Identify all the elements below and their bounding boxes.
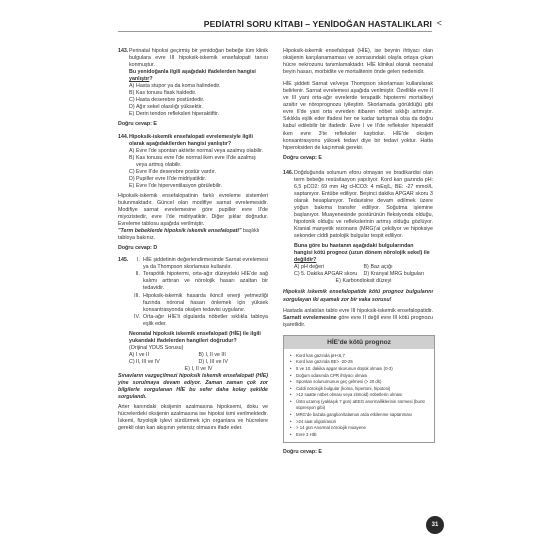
prognosis-item-text: 5 ve 10. dakika apgar skorunun düşük olması (0-3) (296, 365, 393, 371)
question-143 (118, 48, 268, 69)
question-stem: Doğduğunda solunum eforu olmayan ve bradikardisi olan term bebeğe resüsitasyon yapılıyor. Kord kan gazında pH: 6,5 pCO2: 69 mm Hg cHCO3: 4 mEq/L, BE: -27 mmol/L saptanıyor. Entübe ediliyor. Beşinci dakika APGAR skoru 3 olarak hesaplanıyor. Tedavisine devam edilmek üzere yoğun bakıma transfer ediliyor. Soğutma işlemine başlanıyor. Muayenesinde postürünün fleksiyonda olduğu, hipotonik olduğu ve reflekslerinin artmış olduğu gözlüyor. Kranial manyetik rezonans (MRG)'ai çekiliyor ve hipoksiye sekonder ciddi patolojik bulgular tespit ediliyor. (294, 169, 433, 240)
explanation-intro: Hipoksik-iskemik ensefalopati (HİE), ise beynin ihtiyacı olan oksijenin karşılanamaması ve sonrasındaki olayla ortaya çıkan hücre nekrozunu tanımlamaktadır. HİE klinikal olarak neonatal beyin hasarı, morbidite ve mortalitenin önde gelen nedenidir. (283, 48, 433, 76)
answer-145: Doğru cevap: E (283, 154, 322, 161)
prognosis-item-text: >24 saat oligüri/anüri (296, 418, 337, 424)
table-reference (118, 228, 268, 242)
statement-text: HİE şiddetinin değerlendirmesinde Sarnat evrelemesi ya da Thompson skorlaması kullanılır. (143, 257, 268, 271)
option-letter: C) (294, 271, 300, 278)
option-text: Karbondioksit düzeyi (342, 278, 392, 285)
option-letter: D) (363, 271, 370, 278)
prognosis-item (290, 353, 428, 360)
option-a[interactable] (129, 352, 199, 359)
option-text: I ve II (136, 351, 149, 358)
bullet-icon: • (290, 398, 292, 404)
statement-item (129, 314, 268, 328)
question-number: 145. (118, 257, 129, 264)
prognosis-item (290, 399, 428, 412)
option-d[interactable] (364, 271, 434, 278)
question-source: (Orijinal YDUS Sorusu) (129, 344, 184, 351)
prognosis-item (290, 432, 428, 439)
options-146 (283, 264, 433, 285)
option-b[interactable] (199, 352, 269, 359)
bullet-icon: • (290, 425, 292, 431)
option-b[interactable] (364, 264, 434, 271)
prompt-end: ? (149, 76, 153, 83)
prognosis-item-text: Evre 3 HİE (296, 431, 317, 437)
option-text: Kranyal MRG bulguları (370, 271, 425, 278)
prognosis-item-text: > 14 gün Anormal nörolojik muayene (296, 425, 366, 431)
option-letter: E) (129, 111, 135, 118)
option-letter: B) (129, 154, 135, 161)
option-text: Kas tonusu flask haldedir. (136, 90, 197, 97)
prognosis-item-text: MRG'de bazala ganglion/talamus arda etkilenme saptanması (296, 412, 412, 418)
option-text: 5. Dakika APGAR skoru (301, 271, 358, 278)
question-145 (118, 257, 268, 327)
options-144 (118, 148, 268, 190)
options-143 (118, 83, 268, 118)
explanation-text-end: göre evre II değil evre III kötü prognozu işaretlidir. (283, 314, 433, 328)
prognosis-item (290, 366, 428, 373)
prognosis-item (290, 425, 428, 432)
bullet-icon: • (290, 372, 292, 378)
option-a[interactable] (129, 148, 268, 155)
explanation-emphasis: Sarnatt evrelemesine (283, 314, 337, 321)
option-text: II, III ve IV (136, 358, 160, 365)
option-c[interactable] (294, 271, 364, 278)
prognosis-list (284, 349, 434, 443)
option-c[interactable] (129, 359, 199, 366)
question-prompt (283, 243, 433, 264)
question-stem: Hipoksik-iskemik ensefalopati evrelemesiyle ilgili olarak aşağıdakilerden hangisi yanlıştır? (129, 133, 253, 147)
prognosis-item (290, 419, 428, 426)
option-text: Pupiller evre II'de midriyatiktir. (136, 175, 207, 182)
option-text: Evre I'de hiperventilasyon görülebilir. (136, 182, 223, 189)
question-number: 146. (283, 169, 294, 176)
option-letter: C) (129, 358, 135, 365)
option-text: pH değeri (301, 264, 324, 271)
prognosis-item-text: Kord kan gazında BE> -20-25 (296, 359, 353, 365)
option-text: I, II ve IV (191, 365, 213, 372)
option-d[interactable] (129, 104, 268, 111)
bullet-icon: • (290, 365, 292, 371)
question-prompt: Neonatal hipoksik iskemik ensefalopati (HİE) ile ilgili yukarıdaki ifadelerden hangileri doğrudur? (129, 330, 261, 344)
statement-item (129, 257, 268, 271)
prompt-text: Buna göre bu hastanın aşağıdaki bulgularından hangisi kötü prognoz (uzun dönem nörolojik sekel) ile (294, 243, 430, 257)
prompt-emphasis: yanlıştır (129, 76, 150, 83)
option-letter: E) (129, 182, 135, 189)
roman-numeral: IV. (134, 313, 140, 320)
question-stem: Perinatal hipoksi geçirmiş bir yenidoğan bebeğe tüm klinik bulgulara evre III hipoksik-iskemik ensefalopati tanısı konmuştur. (129, 48, 268, 69)
answer-143: Doğru cevap: E (118, 121, 157, 128)
option-e[interactable] (129, 183, 268, 190)
options-145 (129, 352, 268, 366)
question-number: 143. (118, 48, 129, 54)
exam-note: Sınavların vazgeçilmezi hipoksik iskemik ensefalopati (HİE) yine sorulmaya devam ediyor. Zaman zaman çok zor bilgilerle sorgulanan HİE bu sefer daha kolay şekilde sorgulandı. (118, 373, 268, 401)
prognosis-item (290, 379, 428, 386)
statement-text: Terapötik hipotermi, orta-ağır düzeydeki HİE'de sağ kalımı arttıran ve nörolojik hasarı azaltan bir tedavidir. (143, 271, 268, 292)
bullet-icon: • (290, 359, 292, 365)
prognosis-item-text: Doğum odasında CPR ihtiyacı olması (296, 372, 368, 378)
right-column (283, 48, 433, 457)
option-letter: A) (294, 264, 300, 271)
option-letter: E) (335, 278, 341, 285)
option-letter: B) (198, 351, 204, 358)
option-letter: C) (129, 168, 135, 175)
option-letter: B) (129, 90, 135, 97)
answer-146: Doğru cevap: E (283, 449, 322, 456)
option-text: Ağır sekel olasılığı yüksektir. (136, 104, 203, 111)
option-text: Evre II'de deserebre postür vardır. (136, 168, 216, 175)
option-b[interactable] (129, 90, 268, 97)
option-text: Hasta stupor ya da koma halindedir. (136, 83, 221, 90)
option-letter: A) (129, 147, 135, 154)
explanation-144: Hipoksik-iskemik ensefalopatinin farklı evreleme sistemleri bulunmaktadır. Güncel olan modifiye sarnat evrelemesidir. Modifiye sarnat evrelemesine göre pupiller evre II'de miyozistedir, evre I'de midriyatiktir. Diğer şıklar doğrudur. Evreleme tablosu aşağıda verilmiştir. (118, 192, 268, 228)
option-text: Evre I'de spontan aktivite normal veya azalmış olabilir. (136, 147, 264, 154)
roman-numeral: II. (135, 271, 140, 278)
question-prompt (118, 69, 268, 83)
option-letter: C) (129, 97, 135, 104)
prognosis-item (290, 392, 428, 399)
option-letter: B) (363, 264, 369, 271)
answer-144: Doğru cevap: D (118, 245, 158, 252)
roman-numeral: I. (137, 257, 140, 264)
prompt-text: Bu yenidoğanla ilgili aşağıdaki ifadelerden hangisi (129, 69, 256, 76)
explanation-145: Arter kanındaki oksijenin azalmasına hipoksemi, doku ve hücrelerdeki oksijenin azalmasına ise hipoksi ismi verilmektedir. İskemi, fizyolojik işlevi sürdürmek için organlara ve hücrelere gerekli olan kan akışının yetersiz olmasını ifade eder. (118, 404, 268, 432)
option-text: Kas tonusu evre I'de normal iken evre II'de azalmış veya artmış olabilir. (136, 154, 256, 168)
option-letter: D) (129, 104, 135, 111)
question-number: 144. (118, 133, 129, 140)
prognosis-item (290, 412, 428, 419)
prognosis-item-text: Kord kan gazında pH<6,7 (296, 352, 345, 358)
option-letter: E) (184, 365, 190, 372)
explanation-sarnat: HİE şiddeti Sarnat ve/veya Thompson skorlaması kullanılarak belirlenir. Sarnat evrelemesi aşağıda verilmiştir. Özellikle evre II ve III yani orta-ağır evrelerde terapatik hipotermi mortaliteyi azaltır ve nöroprognozu iyileştirir. Skorlamada görüldüğü gibi evre II'de yani orta evreden itibaren nöbet sıklığı artmıştır. Sıklıkla eşlik eder ifadesi her ne kadar tartışmalı olsa da doğru kabul edilebilir bir ifadedir. Evre I ve II'de refleksler hiperaktif iken evre 3'te refleksler kaybolur. HİE'de oksijen konsantrasyonu yüksek tedavi diye bir tedavi yoktur. Hatta hiperoksiden de kaçınmak gerekir. (283, 81, 433, 151)
option-letter: A) (129, 351, 135, 358)
option-a[interactable] (129, 83, 268, 90)
explanation-text: Hastada anlatılan tablo evre III hipoksik-iskemik ensefalopatidir. (283, 307, 433, 314)
chevron-left-icon: < (436, 18, 442, 28)
bullet-icon: • (290, 418, 292, 424)
bullet-icon: • (290, 392, 292, 398)
option-letter: D) (198, 358, 205, 365)
option-text: I, II ve III (205, 351, 226, 358)
bullet-icon: • (290, 379, 292, 385)
option-d[interactable] (199, 359, 269, 366)
option-text: Hasta deserebre postürdedir. (136, 97, 205, 104)
question-144 (118, 134, 268, 148)
bullet-icon: • (290, 412, 292, 418)
option-c[interactable] (129, 169, 268, 176)
option-e[interactable] (129, 111, 268, 118)
prognosis-item (290, 373, 428, 380)
prognosis-item-text: Üstü uzamış (yaklaşık 7 gün) aEEG anormalliklerinin sürmesi (burst süpresyon gibi) (296, 398, 425, 411)
table-reference-text: başlıklı tabloya bakınız. (118, 228, 260, 242)
option-a[interactable] (294, 264, 364, 271)
option-letter: D) (129, 175, 135, 182)
option-text: I, III ve IV (205, 358, 228, 365)
option-text: Derin tendon refleksleri hiperaktiftir. (136, 111, 220, 118)
bullet-icon: • (290, 352, 292, 358)
roman-numeral: III. (134, 292, 140, 299)
prognosis-item-text: >12 saatte nöbet olması veya zitmoid) nöbetlerin olması (296, 392, 403, 398)
option-letter: A) (129, 83, 135, 90)
option-e[interactable] (129, 366, 268, 373)
question-146 (283, 170, 433, 240)
statement-item (129, 271, 268, 292)
explanation-146 (283, 308, 433, 329)
left-column (118, 48, 268, 432)
table-reference-title: "Term bebeklerde hipoksik iskemik ensefalopati" (118, 228, 242, 235)
prognosis-box (283, 335, 435, 444)
option-c[interactable] (129, 97, 268, 104)
exam-note: Hipoksik iskemik ensefalopatide kötü prognoz bulgularını sorgulayan iki aşamalı zor bir vaka sorusu! (283, 289, 433, 303)
prognosis-item (290, 386, 428, 393)
prognosis-item (290, 359, 428, 366)
statement-item (129, 293, 268, 314)
prognosis-box-title: HİE'de kötü prognoz (284, 336, 434, 349)
prognosis-item-text: Spontan solunumunun geç gelmesi (> 20 dk) (296, 379, 382, 385)
option-d[interactable] (129, 176, 268, 183)
page-header-title: PEDİATRİ SORU KİTABI – YENİDOĞAN HASTALIKLARI (203, 19, 432, 29)
bullet-icon: • (290, 431, 292, 437)
option-text: Baz açığı (370, 264, 393, 271)
bullet-icon: • (290, 385, 292, 391)
statement-text: Hipoksik-iskemik hasarda ikincil enerji yetmezliği fazında nöronal hasarı önlemek için yüksek konsantrasyonda oksijen tedavisi uygulanır. (143, 292, 268, 313)
statement-list (129, 257, 268, 327)
header-divider (118, 31, 432, 32)
page-number-badge: 31 (426, 516, 444, 534)
prompt-emphasis: değildir? (294, 257, 317, 264)
option-b[interactable] (129, 155, 268, 169)
prognosis-item-text: Ciddi nörolojik bulgular (koma, hipertoni, hipotoni) (296, 385, 391, 391)
option-e[interactable] (294, 278, 433, 285)
statement-text: Orta-ağır HİE'li olgularda nöbetler sıklıkla tabloya eşlik eder. (143, 313, 268, 327)
